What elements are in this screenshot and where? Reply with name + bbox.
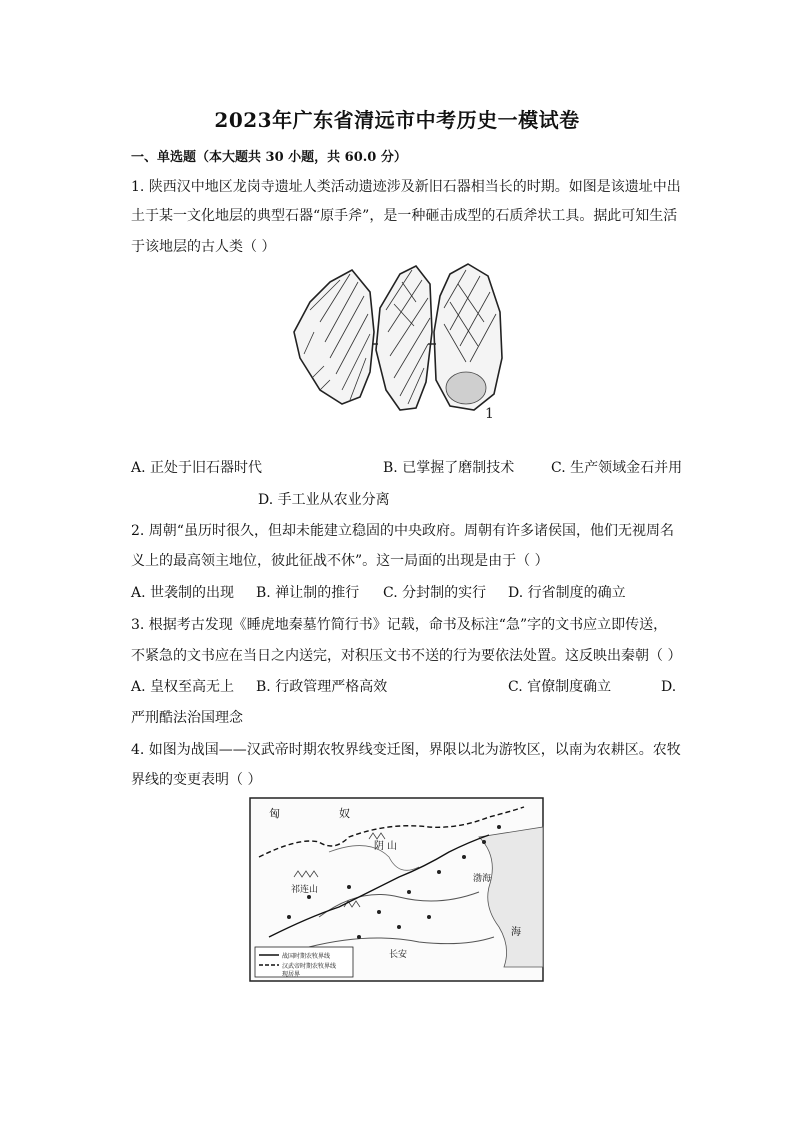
farming-nomad-boundary-map — [249, 797, 544, 982]
q3-line-1: 3. 根据考古发现《睡虎地秦墓竹简行书》记载，命书及标注“急”字的文书应立即传送， — [131, 617, 668, 633]
q3-option-b[interactable]: B. 行政管理严格高效 — [256, 679, 388, 695]
q3-option-a[interactable]: A. 皇权至高无上 — [131, 679, 235, 695]
map-label-xiongnu-2: 奴 — [339, 807, 350, 820]
map-legend — [255, 947, 353, 977]
map-label-sea: 海 — [511, 927, 521, 938]
map-label-qilian: 祁连山 — [291, 885, 319, 895]
q1-option-b[interactable]: B. 已掌握了磨制技术 — [383, 460, 515, 476]
q1-option-a[interactable]: A. 正处于旧石器时代 — [131, 460, 263, 476]
map-label-changan: 长安 — [389, 950, 408, 960]
map-label-xiongnu-1: 匈 — [269, 807, 280, 820]
q1-line-1: 1. 陕西汉中地区龙岗寺遗址人类活动遗迹涉及新旧石器相当长的时期。如图是该遗址中出 — [131, 179, 681, 195]
q4-line-1: 4. 如图为战国——汉武帝时期农牧界线变迁图，界限以北为游牧区，以南为农耕区。农牧 — [131, 742, 681, 758]
q1-option-c[interactable]: C. 生产领域金石并用 — [551, 460, 683, 476]
q2-option-d[interactable]: D. 行省制度的确立 — [508, 585, 626, 601]
q2-line-2: 义上的最高领主地位，彼此征战不休”。这一局面的出现是由于（ ） — [131, 553, 549, 569]
map-label-bohai: 渤海 — [473, 874, 492, 884]
q1-line-2: 土于某一文化地层的典型石器“原手斧”，是一种砸击成型的石质斧状工具。据此可知生活 — [131, 208, 678, 224]
page-title: 2023年广东省清远市中考历史一模试卷 — [214, 108, 580, 132]
q1-option-d[interactable]: D. 手工业从农业分离 — [258, 492, 390, 508]
q3-line-2: 不紧急的文书应在当日之内送完，对积压文书不送的行为要依法处置。这反映出秦朝（ ） — [131, 648, 682, 664]
legend-han-wudi: 汉武帝时期农牧界线 — [282, 963, 337, 970]
q3-option-c[interactable]: C. 官僚制度确立 — [508, 679, 612, 695]
map-label-mountain-2: 山 — [387, 841, 397, 852]
q2-option-b[interactable]: B. 禅让制的推行 — [256, 585, 360, 601]
q2-line-1: 2. 周朝“虽历时很久，但却未能建立稳固的中央政府。周朝有许多诸侯国，他们无视周名 — [131, 523, 674, 539]
q4-line-2: 界线的变更表明（ ） — [131, 772, 262, 788]
section-heading: 一、单选题（本大题共 30 小题，共 60.0 分） — [131, 150, 407, 165]
stone-hand-axe-figure — [290, 262, 510, 424]
q3-option-d-text: 严刑酷法治国理念 — [131, 710, 243, 726]
figure-number-label: 1 — [485, 406, 494, 422]
q2-option-c[interactable]: C. 分封制的实行 — [383, 585, 487, 601]
legend-warring-states: 战国时期农牧界线 — [282, 953, 331, 960]
map-label-mountain-1: 阴 — [374, 841, 384, 852]
q2-option-a[interactable]: A. 世袭制的出现 — [131, 585, 235, 601]
q1-line-3: 于该地层的古人类（ ） — [131, 239, 276, 255]
legend-extra: 现居界 — [282, 971, 301, 978]
q3-option-d[interactable]: D. — [661, 679, 677, 695]
